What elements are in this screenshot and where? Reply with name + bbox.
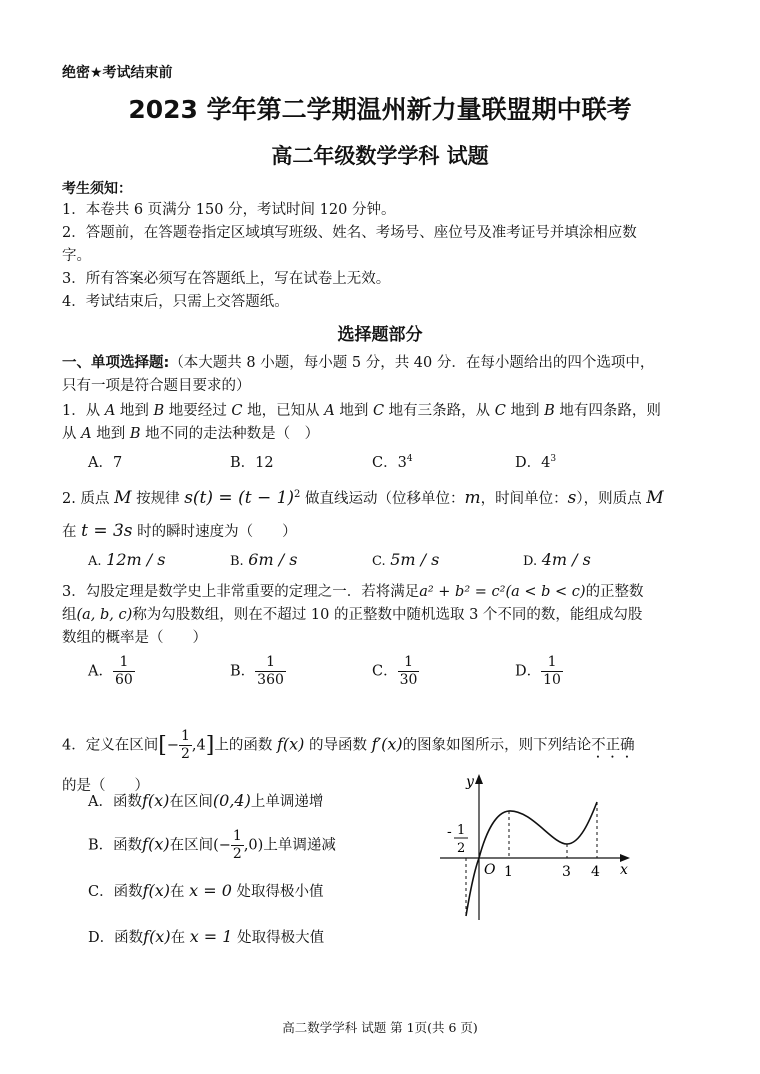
q1-option-c: C．$3^4$ (372, 454, 413, 471)
q4-option-d: D．函数f(x)在 x = 1 处取得极大值 (88, 927, 325, 946)
notice-item: 4．考试结束后，只需上交答题纸。 (62, 294, 289, 310)
notice-list (62, 199, 702, 314)
q2-option-d: D. 4m / s (523, 550, 591, 569)
question-2 (62, 482, 702, 545)
part1-intro (62, 352, 702, 398)
q2-line-2: 在 t = 3s 时的瞬时速度为（ ） (62, 520, 297, 541)
notice-item: 2．答题前，在答题卷指定区域填写班级、姓名、考场号、座位号及准考证号并填涂相应数 (62, 225, 637, 241)
exam-title: 2023 学年第二学期温州新力量联盟期中联考 (128, 95, 632, 124)
q4-option-b: B．函数f(x)在区间(− $\frac{1}{2}$ ,0)上单调递减 (88, 828, 336, 862)
q1-line-1: 1．从 A 地到 B 地要经过 C 地，已知从 A 地到 C 地有三条路，从 C 地到 B 地有四条路，则 (62, 403, 661, 419)
q3-line-1: 3．勾股定理是数学史上非常重要的定理之一．若将满足a² + b² = c²(a < b < c)的正整数 (62, 584, 644, 600)
q1-option-d: D．$4^3$ (515, 454, 557, 471)
q2-line-1: 2. 质点 M 按规律 $s(t) = (t - 1)^2$ 做直线运动（位移单位：m，时间单位：s），则质点 M (62, 487, 664, 508)
tick-label-3: 3 (562, 864, 571, 880)
q1-option-a: A．7 (88, 455, 123, 471)
part1-desc: （本大题共 8 小题，每小题 5 分，共 40 分．在每小题给出的四个选项中， (169, 355, 655, 371)
y-axis-label: y (466, 774, 474, 790)
q4-option-a: A．函数f(x)在区间(0,4)上单调递增 (88, 791, 324, 810)
origin-label: O (484, 862, 496, 878)
question-1 (62, 400, 702, 446)
confidential-label: 绝密★考试结束前 (62, 65, 173, 81)
notice-heading: 考生须知： (62, 181, 132, 197)
notice-item: 3．所有答案必须写在答题纸上，写在试卷上无效。 (62, 271, 391, 287)
question-3 (62, 581, 702, 650)
q1-line-2: 从 A 地到 B 地不同的走法种数是（ ） (62, 426, 320, 442)
part1-desc-2: 只有一项是符合题目要求的） (62, 378, 251, 394)
q3-option-d: D． $\frac{1}{10}$ (515, 654, 561, 688)
x-axis-arrow (620, 854, 630, 862)
derivative-graph (440, 770, 640, 925)
tick-label-4: 4 (591, 864, 600, 880)
q3-option-a: A． $\frac{1}{60}$ (88, 654, 133, 688)
tick-label-1: 1 (504, 864, 513, 880)
y-axis-arrow (475, 774, 483, 784)
q2-option-b: B. 6m / s (230, 550, 298, 569)
q2-option-c: C. 5m / s (372, 550, 440, 569)
q4-option-c: C．函数f(x)在 x = 0 处取得极小值 (88, 881, 324, 900)
q3-option-c: C． $\frac{1}{30}$ (372, 654, 418, 688)
q2-option-a: A. 12m / s (88, 550, 166, 569)
exam-subtitle: 高二年级数学学科 试题 (271, 144, 489, 168)
section-title: 选择题部分 (337, 325, 423, 345)
q3-line-2: 组(a, b, c)称为勾股数组，则在不超过 10 的正整数中随机选取 3 个不同的数，能组成勾股 (62, 607, 643, 623)
derivative-curve (466, 802, 597, 916)
q4-line-1: 4．定义在区间[− $\frac{1}{2}$ ,4]上的函数 f(x) 的导函数 f′(x)的图象如图所示，则下列结论不正确 (62, 728, 635, 762)
q4-line-2: 的是（ ） (62, 778, 149, 794)
q3-option-b: B． $\frac{1}{360}$ (230, 654, 284, 688)
q3-line-3: 数组的概率是（ ） (62, 630, 207, 646)
tick-neg-sign: - (447, 824, 452, 840)
q1-option-b: B．12 (230, 455, 274, 471)
tick-neg-den: 2 (457, 841, 466, 856)
notice-item: 字。 (62, 248, 91, 264)
page-footer: 高二数学学科 试题 第 1页(共 6 页) (282, 1020, 478, 1035)
notice-item: 1．本卷共 6 页满分 150 分，考试时间 120 分钟。 (62, 202, 396, 218)
tick-neg-num: 1 (457, 823, 466, 838)
part1-heading: 一、单项选择题: (62, 355, 170, 371)
x-axis-label: x (620, 862, 628, 878)
emphasis-text: 不正确 (591, 737, 635, 754)
